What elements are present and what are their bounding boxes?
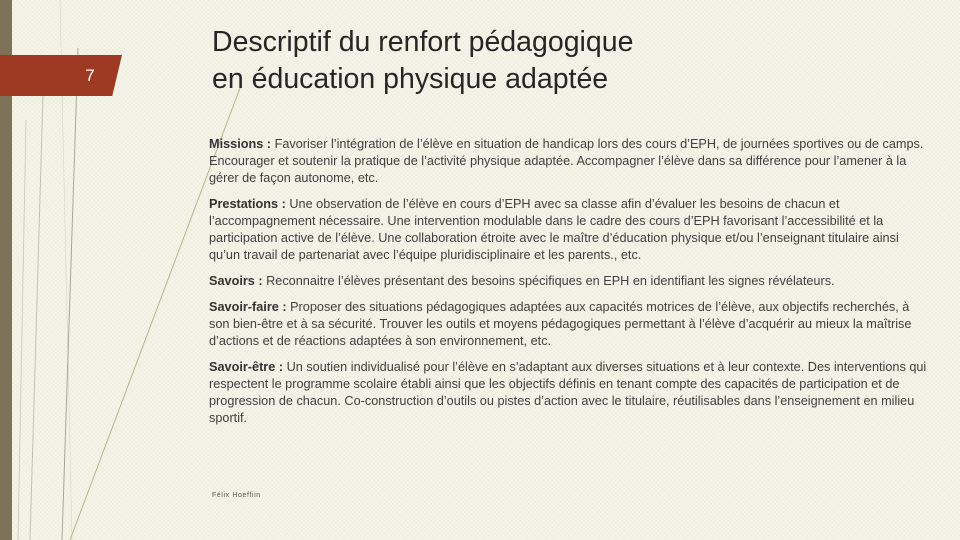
slide-title: [212, 24, 912, 98]
section-text: Proposer des situations pédagogiques adaptées aux capacités motrices de l’élève, aux objectifs recherchés, à son bien-être et à sa sécurité. Trouver les outils et moyens pédagogiques permettant à l’élève d’acquérir au mieux la maîtrise d’actions et de réactions adaptées à son environnement, etc.: [209, 300, 912, 348]
section-text: Un soutien individualisé pour l’élève en s’adaptant aux diverses situations et à leur contexte. Des interventions qui respectent le programme scolaire établi ainsi que les objectifs définis en tenant compte des capacités de participation et de progression de chacun. Co-construction d’outils ou pistes d’action avec le titulaire, réutilisables dans l’enseignement en milieu sportif.: [209, 360, 927, 425]
section-label: Savoirs :: [209, 274, 263, 288]
footer-author: Félix Hoeffiin: [212, 492, 261, 499]
section-label: Savoir-faire :: [209, 300, 287, 314]
section-text: Favoriser l’intégration de l’élève en situation de handicap lors des cours d’EPH, de journées sportives ou de camps. Encourager et soutenir la pratique de l’activité physique adaptée. Accompagner l’élève dans sa différence pour l’amener à la gérer de façon autonome, etc.: [209, 137, 924, 185]
section-prestations: [209, 196, 927, 264]
section-label: Savoir-être :: [209, 360, 284, 374]
section-savoir-faire: [209, 299, 927, 350]
section-savoirs: [209, 273, 927, 290]
title-line-1: Descriptif du renfort pédagogique: [212, 26, 634, 58]
title-line-2: en éducation physique adaptée: [212, 63, 609, 95]
slide-number-tab: [0, 55, 122, 96]
section-label: Prestations :: [209, 197, 286, 211]
section-savoir-etre: [209, 359, 927, 427]
section-text: Reconnaitre l’élèves présentant des besoins spécifiques en EPH en identifiant les signes révélateurs.: [262, 274, 835, 288]
section-label: Missions :: [209, 137, 272, 151]
slide-number: 7: [85, 66, 95, 85]
slide-body: [209, 136, 927, 436]
section-missions: [209, 136, 927, 187]
section-text: Une observation de l’élève en cours d’EPH avec sa classe afin d’évaluer les besoins de chacun et l’accompagnement nécessaire. Une intervention modulable dans le cadre des cours d’EPH favorisant l’accessibilité et la participation active de l’élève. Une collaboration étroite avec le maître d’éducation physique et/ou l’enseignant titulaire ainsi qu’un travail de partenariat avec l’équipe pluridisciplinaire et les parents., etc.: [209, 197, 899, 262]
